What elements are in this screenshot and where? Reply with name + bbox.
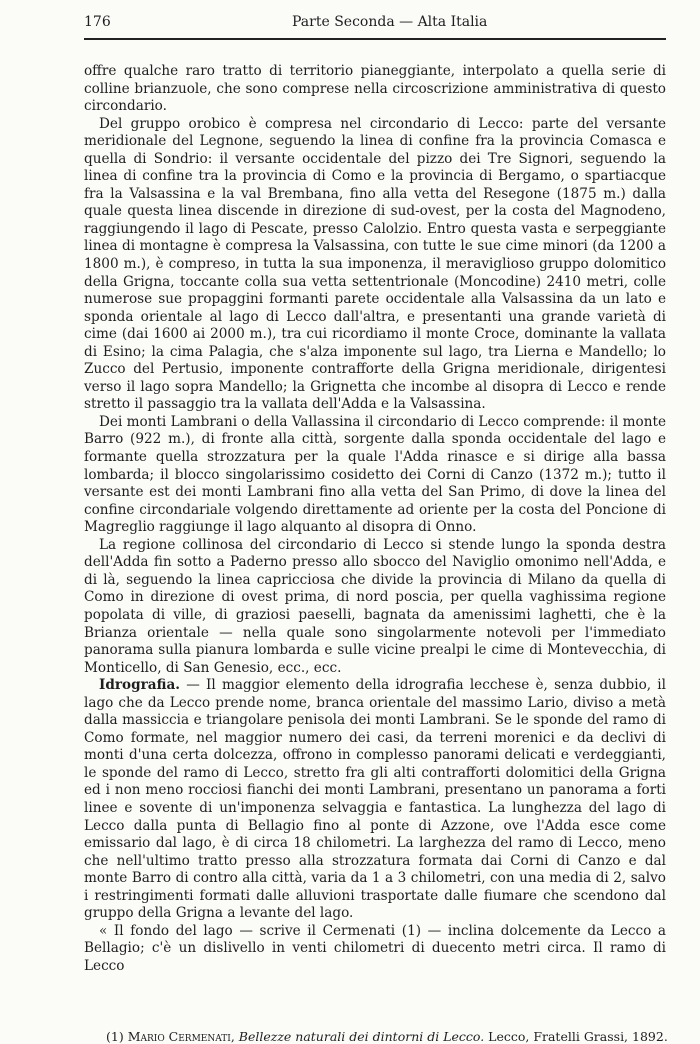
page-number: 176 bbox=[84, 14, 111, 30]
paragraph: « Il fondo del lago — scrive il Cermenati (1) — inclina dolcemente da Lecco a Bellagio; c'è un dislivello in venti chilometri di duecento metri circa. Il ramo di Lecco bbox=[84, 922, 666, 974]
paragraph-idrografia: Idrografia. — Il maggior elemento della idrografia lecchese è, senza dubbio, il lago che da Lecco prende nome, branca orientale del massimo Lario, diviso a metà dalla massiccia e triangolare penisola dei monti Lambrani. Se le sponde del ramo di Como formate, nel maggior numero dei casi, da terreni morenici e da declivi di monti d'una certa dolcezza, offrono in complesso panorami delicati e verdeggianti, le sponde del ramo di Lecco, stretto fra gli alti contrafforti dolomitici della Grigna ed i non meno rocciosi fianchi dei monti Lambrani, presentano un panorama a forti linee e sovente di un'imponenza selvaggia e fantastica. La lunghezza del lago di Lecco dalla punta di Bellagio fino al ponte di Azzone, ove l'Adda esce come emissario dal lago, è di circa 18 chilometri. La larghezza del ramo di Lecco, meno che nell'ultimo tratto presso alla strozzatura formata dai Corni di Canzo e dal monte Barro di contro alla città, varia da 1 a 3 chilometri, con una media di 2, salvo i restringimenti formati dalle alluvioni trasportate dalle fiumare che scendono dal gruppo della Grigna a levante del lago. bbox=[84, 677, 666, 922]
paragraph: offre qualche raro tratto di territorio pianeggiante, interpolato a quella serie di colline brianzuole, che sono comprese nella circoscrizione amministrativa di questo circondario. bbox=[84, 63, 666, 115]
paragraph: La regione collinosa del circondario di Lecco si stende lungo la sponda destra dell'Adda fin sotto a Paderno presso allo sbocco del Naviglio omonimo nell'Adda, e di là, seguendo la linea capricciosa che divide la provincia di Milano da quella di Como in direzione di ovest prima, di nord poscia, per quella vaghissima regione popolata di ville, di graziosi paeselli, bagnata da amenissimi laghetti, che è la Brianza orientale — nella quale sono singolarmente notevoli per l'immediato panorama sulla pianura lombarda e sulle vicine prealpi le cime di Montevecchia, di Monticello, di San Genesio, ecc., ecc. bbox=[84, 536, 666, 676]
footnote: (1) Mario Cermenati, Bellezze naturali dei dintorni di Lecco. Lecco, Fratelli Grassi, 1892. bbox=[106, 1029, 668, 1044]
paragraph: Del gruppo orobico è compresa nel circondario di Lecco: parte del versante meridionale del Legnone, seguendo la linea di confine fra la provincia Comasca e quella di Sondrio: il versante occidentale del pizzo dei Tre Signori, seguendo la linea di confine tra la provincia di Como e la provincia di Bergamo, o spartiacque fra la Valsassina e la val Brembana, fino alla vetta del Resegone (1875 m.) dalla quale questa linea discende in direzione di sud-ovest, per la costa del Magnodeno, raggiungendo il lago di Pescate, presso Calolzio. Entro questa vasta e serpeggiante linea di montagne è compresa la Valsassina, con tutte le sue cime minori (da 1200 a 1800 m.), è compreso, in tutta la sua imponenza, il meraviglioso gruppo dolomitico della Grigna, toccante colla sua vetta settentrionale (Moncodine) 2410 metri, colle numerose sue propaggini formanti parete occidentale alla Valsassina da un lato e sponda orientale al lago di Lecco dall'altra, e presentanti una grande varietà di cime (dai 1600 ai 2000 m.), tra cui ricordiamo il monte Croce, dominante la vallata di Esino; la cima Palagia, che s'alza imponente sul lago, tra Lierna e Mandello; lo Zucco del Pertusio, imponente contrafforte della Grigna meridionale, dirigentesi verso il lago sopra Mandello; la Grignetta che incombe al disopra di Lecco e rende stretto il passaggio tra la vallata dell'Adda e la Valsassina. bbox=[84, 115, 666, 413]
running-header bbox=[84, 14, 666, 34]
footnote-author: Mario Cermenati bbox=[127, 1029, 231, 1044]
body-text bbox=[84, 63, 666, 975]
section-lead: Idrografia. bbox=[99, 677, 180, 694]
header-rule bbox=[84, 38, 666, 40]
running-title: Parte Seconda — Alta Italia bbox=[292, 14, 488, 30]
footnote-work: Bellezze naturali dei dintorni di Lecco. bbox=[238, 1029, 485, 1044]
paragraph: Dei monti Lambrani o della Vallassina il circondario di Lecco comprende: il monte Barro (922 m.), di fronte alla città, sorgente dalla sponda occidentale del lago e formante quella strozzatura per la quale l'Adda rinasce e si dirige alla bassa lombarda; il blocco singolarissimo cosidetto dei Corni di Canzo (1372 m.); tutto il versante est dei monti Lambrani fino alla vetta del San Primo, di dove la linea del confine circondariale volgendo direttamente ad oriente per la costa del Poncione di Magreglio raggiunge il lago alquanto al disopra di Onno. bbox=[84, 413, 666, 536]
